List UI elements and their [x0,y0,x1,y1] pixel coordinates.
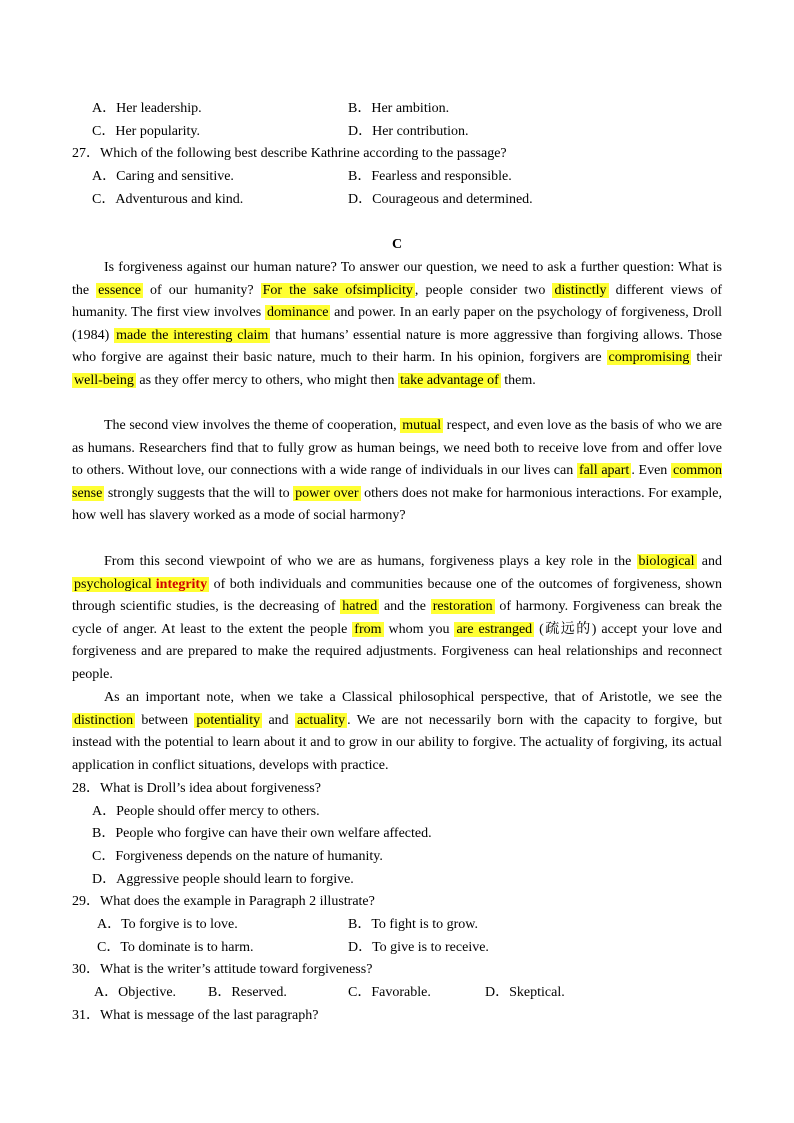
q28-option-c: C．Forgiveness depends on the nature of humanity. [92,849,383,864]
highlight: actuality [296,712,346,728]
q27-option-c: C．Adventurous and kind. [92,192,244,207]
highlight: from [354,621,382,637]
q28-option-d: D．Aggressive people should learn to forgive. [92,872,354,887]
passage-paragraph-4: As an important note, when we take a Classical philosophical perspective, that of Aristotle, we see the distinction between potentiality and actuality . We are not necessarily born with the capacity to forgive, but instead with the potential to learn about it and to grow in our ability to forgive. The actuality of forgiving, its actual application in conflict situations, develops with practice. [72,690,722,773]
highlight: restoration [432,599,493,615]
q26-option-a: A．Her leadership. [92,101,202,116]
section-heading: C [391,237,403,252]
q31-stem: 31．What is message of the last paragraph? [72,1008,319,1023]
q30-option-a: A．Objective. [94,985,177,1000]
highlight: take advantage of [400,372,499,388]
q27-option-a: A．Caring and sensitive. [92,169,234,184]
q29-stem: 29．What does the example in Paragraph 2 illustrate? [72,894,375,909]
highlight: For the sake ofsimplicity [262,282,413,298]
highlight: made the interesting claim [116,327,269,343]
highlight: well-being [74,372,134,388]
q29-option-a: A．To forgive is to love. [97,917,238,932]
q30-option-c: C．Favorable. [348,985,431,1000]
q29-option-b: B．To fight is to grow. [348,917,478,932]
q28-stem: 28．What is Droll’s idea about forgiveness? [72,781,321,796]
highlight: common sense [72,463,723,501]
highlight: compromising [608,350,690,366]
highlight: mutual [402,418,442,433]
highlight: dominance [266,305,329,321]
highlight: biological [638,554,695,569]
highlight: essence [98,282,141,298]
q27-stem: 27．Which of the following best describe Kathrine according to the passage? [72,146,507,161]
q27-option-d: D．Courageous and determined. [348,192,533,207]
q28-option-a: A．People should offer mercy to others. [92,804,320,819]
q27-option-b: B．Fearless and responsible. [348,169,512,184]
q26-option-d: D．Her contribution. [348,124,469,139]
q26-option-b: B．Her ambition. [348,101,450,116]
highlight: power over [295,485,359,501]
passage-paragraph-2: The second view involves the theme of cooperation, mutual respect, and even love as the basis of who we are as humans. Researchers find that to fully grow as human beings, we need both to receive love from and offer love to others. Without love, our connections with a wide range of individuals in our lives can fall apart . Even common sense strongly suggests that the will to power over others does not make for harmonious interactions. For example, how well has slavery worked as a mode of social harmony? [72,418,723,524]
passage-paragraph-1: Is forgiveness against our human nature? To answer our question, we need to ask a further question: What is the essence of our humanity? For the sake ofsimplicity , people consider two distinctly different views of humanity. The first view involves dominance and power. In an early paper on the psychology of forgiveness, Droll (1984) made the interesting claim that humans’ essential nature is more aggressive than forgiving allows. Those who forgive are against their basic nature, much to their harm. In his opinion, forgivers are compromising their well-being as they offer mercy to others, who might then take advantage of them. [72,260,723,388]
highlight: distinction [74,712,134,728]
highlight: fall apart [578,463,630,479]
passage-paragraph-3: From this second viewpoint of who we are as humans, forgiveness plays a key role in the biological and psychological integrity of both individuals and communities because one of the outcomes of forgiveness, shown through scientific studies, is the decreasing of hatred and the restoration of harmony. Forgiveness can break the cycle of anger. At least to the extent the people from whom you are estranged (疏远的) accept your love and forgiveness and are prepared to make the required adjustments. Forgiveness can heal relationships and reconnect people. [72,554,723,682]
q28-option-b: B．People who forgive can have their own welfare affected. [92,826,432,841]
highlight: psychological [74,576,152,592]
q26-option-c: C．Her popularity. [92,124,200,139]
q30-option-d: D．Skeptical. [485,985,565,1000]
q29-option-c: C．To dominate is to harm. [97,940,254,955]
highlight: potentiality [196,712,261,728]
q29-option-d: D．To give is to receive. [348,940,489,955]
highlight: distinctly [554,282,607,298]
highlight: are estranged [456,621,533,637]
highlight: hatred [342,599,378,615]
highlight-emphasis: integrity [155,576,208,592]
q30-stem: 30．What is the writer’s attitude toward forgiveness? [72,962,373,977]
q30-option-b: B．Reserved. [208,985,287,1000]
